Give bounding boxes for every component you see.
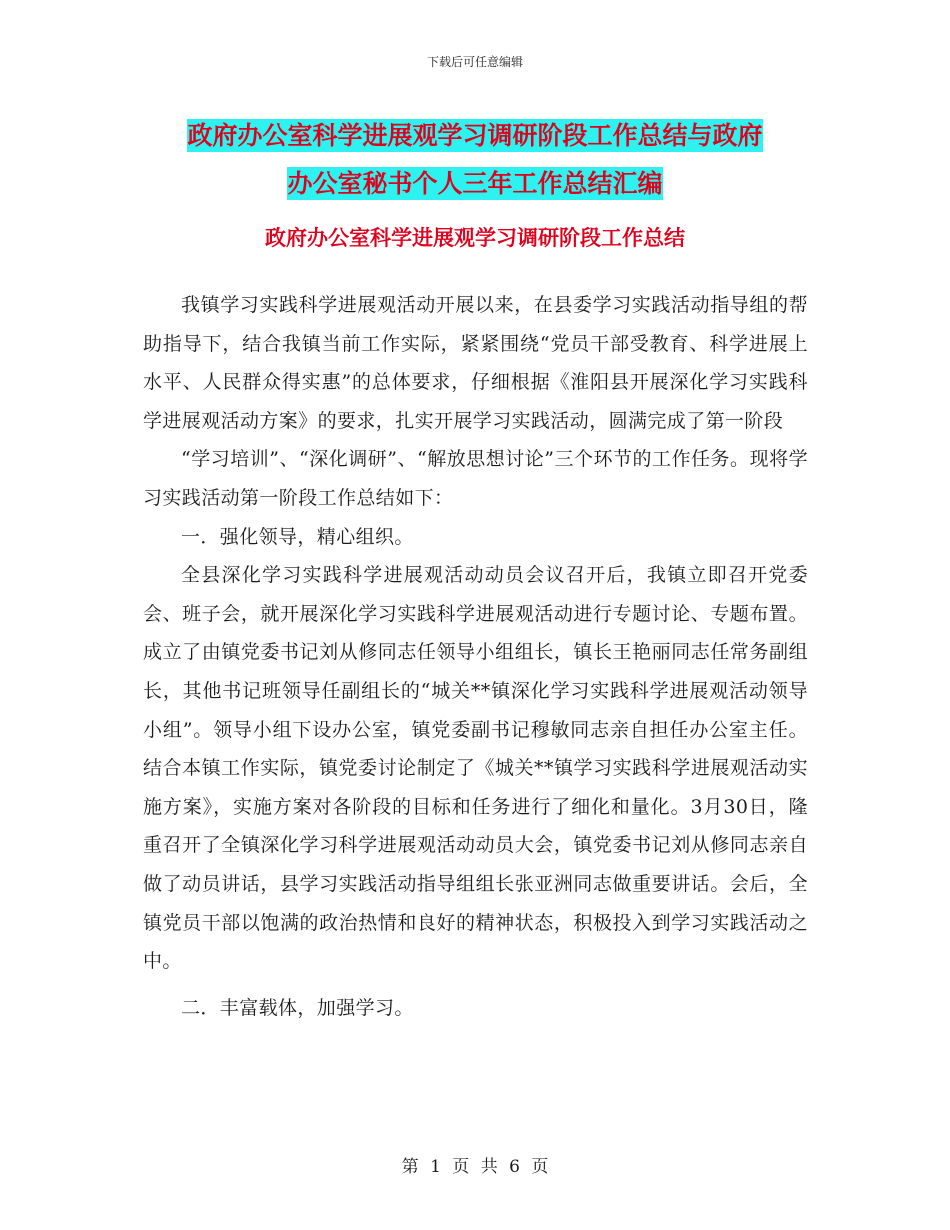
header-note: 下载后可任意编辑 [426,55,523,69]
paragraph-section-1: 全县深化学习实践科学进展观活动动员会议召开后，我镇立即召开党委会、班子会，就开展深化学习实践科学进展观活动进行专题讨论、专题布置。成立了由镇党委书记刘从修同志任领导小组组长，镇长王艳丽同志任常务副组长，其他书记班领导任副组长的“城关**镇深化学习实践科学进展观活动领导小组”。领导小组下设办公室，镇党委副书记穆敏同志亲自担任办公室主任。结合本镇工作实际，镇党委讨论制定了《城关**镇学习实践科学进展观活动实施方案》，实施方案对各阶段的目标和任务进行了细化和量化。3月30日，隆重召开了全镇深化学习科学进展观活动动员大会，镇党委书记刘从修同志亲自做了动员讲话，县学习实践活动指导组组长张亚洲同志做重要讲话。会后，全镇党员干部以饱满的政治热情和良好的精神状态，积极投入到学习实践活动之中。 [143,564,808,973]
document-title-line-2: 办公室秘书个人三年工作总结汇编 [287,169,663,198]
document-title-line-1: 政府办公室科学进展观学习调研阶段工作总结与政府 [187,121,763,150]
section-title: 政府办公室科学进展观学习调研阶段工作总结 [265,225,685,250]
paragraph-intro-continued: “学习培训”、“深化调研”、“解放思想讨论”三个环节的工作任务。现将学习实践活动第一阶段工作总结如下： [143,448,808,509]
body-text [143,286,808,1027]
paragraph-intro: 我镇学习实践科学进展观活动开展以来，在县委学习实践活动指导组的帮助指导下，结合我镇当前工作实际，紧紧围绕“党员干部受教育、科学进展上水平、人民群众得实惠”的总体要求，仔细根据《淮阳县开展深化学习实践科学进展观活动方案》的要求，扎实开展学习实践活动，圆满完成了第一阶段 [143,294,808,432]
section-heading-2: 二．丰富载体，加强学习。 [181,996,414,1019]
page-footer: 第 1 页 共 6 页 [401,1157,549,1177]
section-heading-1: 一．强化领导，精心组织。 [181,525,414,548]
document-title [140,112,810,208]
